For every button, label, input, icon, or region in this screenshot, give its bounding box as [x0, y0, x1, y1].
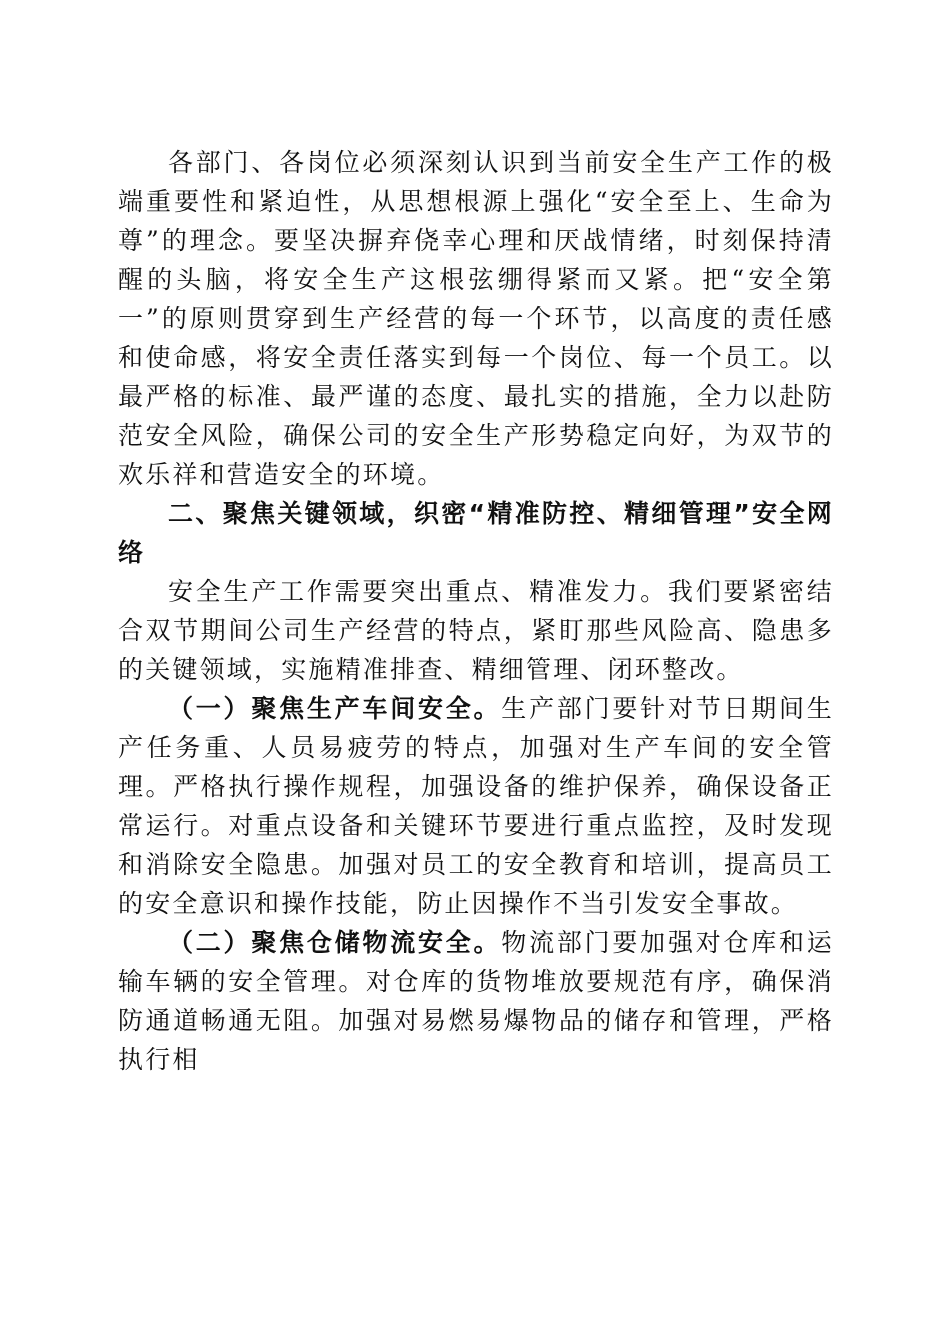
paragraph-workshop-safety — [118, 689, 834, 923]
subsection-lead-1: （一）聚焦生产车间安全。 — [168, 694, 502, 723]
paragraph-safety-awareness: 各部门、各岗位必须深刻认识到当前安全生产工作的极端重要性和紧迫性，从思想根源上强化“安全至上、生命为尊”的理念。要坚决摒弃侥幸心理和厌战情绪，时刻保持清醒的头脑，将安全生产这根弦绷得紧而又紧。把“安全第一”的原则贯穿到生产经营的每一个环节，以高度的责任感和使命感，将安全责任落实到每一个岗位、每一个员工。以最严格的标准、最严谨的态度、最扎实的措施，全力以赴防范安全风险，确保公司的安全生产形势稳定向好，为双节的欢乐祥和营造安全的环境。 — [118, 148, 834, 489]
paragraph-key-areas: 安全生产工作需要突出重点、精准发力。我们要紧密结合双节期间公司生产经营的特点，紧盯那些风险高、隐患多的关键领域，实施精准排查、精细管理、闭环整改。 — [118, 577, 834, 684]
subsection-body-2: 物流部门要加强对仓库和运输车辆的安全管理。对仓库的货物堆放要规范有序，确保消防通道畅通无阻。加强对易燃易爆物品的储存和管理，严格执行相 — [118, 928, 835, 1074]
subsection-lead-2: （二）聚焦仓储物流安全。 — [168, 928, 502, 957]
subsection-body-1: 生产部门要针对节日期间生产任务重、人员易疲劳的特点，加强对生产车间的安全管理。严格执行操作规程，加强设备的维护保养，确保设备正常运行。对重点设备和关键环节要进行重点监控，及时发现和消除安全隐患。加强对员工的安全教育和培训，提高员工的安全意识和操作技能，防止因操作不当引发安全事故。 — [118, 694, 835, 918]
section-heading-2: 二、聚焦关键领域，织密“精准防控、精细管理”安全网络 — [118, 499, 834, 567]
document-body — [118, 143, 834, 1079]
paragraph-logistics-safety — [118, 923, 834, 1079]
